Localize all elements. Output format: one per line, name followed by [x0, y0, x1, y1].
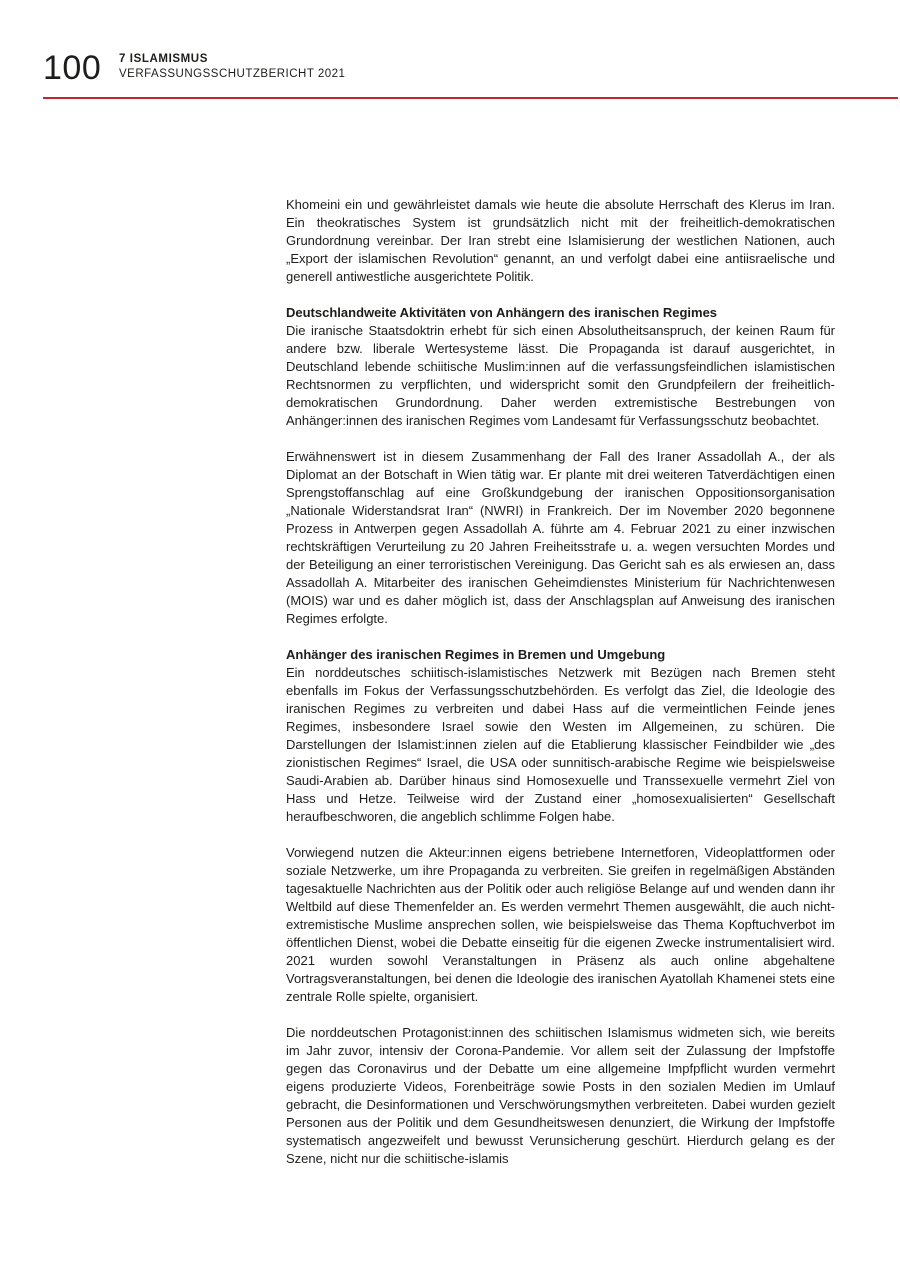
paragraph-propaganda-channels: Vorwiegend nutzen die Akteur:innen eigens betriebene Internetforen, Videoplattformen oder soziale Netzwerke, um ihre Propaganda zu verbreiten. Sie greifen in regelmäßigen Abständen tagesaktuelle Nachrichten aus der Politik oder auch religiöse Belange auf und wenden dann ihr Weltbild auf diese Themenfelder an. Es werden vermehrt Themen ausgewählt, die auch nicht-extremistische Muslime ansprechen sollen, wie beispielsweise das Thema Kopftuchverbot im öffentlichen Dienst, wobei die Debatte einseitig für die eigenen Zwecke instrumentalisiert wird. 2021 wurden sowohl Veranstaltungen in Präsenz als auch online abgehaltene Vortragsveranstaltungen, bei denen die Ideologie des iranischen Ayatollah Khamenei stets eine zentrale Rolle spielte, organisiert. — [286, 845, 835, 1004]
main-content — [286, 196, 835, 1168]
paragraph-gap — [286, 286, 835, 304]
paragraph-gap — [286, 1006, 835, 1024]
page-header — [43, 48, 898, 98]
paragraph-assadollah-case: Erwähnenswert ist in diesem Zusammenhang der Fall des Iraner Assadollah A., der als Diplomat an der Botschaft in Wien tätig war. Er plante mit drei weiteren Tatverdächtigen einen Sprengstoffanschlag auf eine Großkundgebung der iranischen Oppositionsorganisation „Nationale Widerstandsrat Iran“ (NWRI) in Frankreich. Der im November 2020 begonnene Prozess in Antwerpen gegen Assadollah A. führte am 4. Februar 2021 zu einer inzwischen rechtskräftigen Verurteilung zu 20 Jahren Freiheitsstrafe u. a. wegen versuchten Mordes und der Beteiligung an einer terroristischen Vereinigung. Das Gericht sah es als erwiesen an, dass Assadollah A. Mitarbeiter des iranischen Geheimdienstes Ministerium für Nachrichtenwesen (MOIS) war und es daher möglich ist, dass der Anschlagsplan auf Anweisung des iranischen Regimes erfolgte. — [286, 449, 835, 626]
paragraph-state-doctrine: Die iranische Staatsdoktrin erhebt für sich einen Absolutheitsanspruch, der keinen Raum für andere bzw. liberale Wertesysteme lässt. Die Propaganda ist darauf ausgerichtet, in Deutschland lebende schiitische Muslim:innen auf die verfassungsfeindlichen islamistischen Rechtsnormen zu verpflichten, und widerspricht somit den Grundpfeilern der freiheitlich-demokratischen Grundordnung. Daher werden extremistische Bestrebungen von Anhänger:innen des iranischen Regimes vom Landesamt für Verfassungsschutz beobachtet. — [286, 323, 835, 428]
page-number: 100 — [43, 49, 102, 87]
paragraph-gap — [286, 628, 835, 646]
paragraph-north-german-network: Ein norddeutsches schiitisch-islamistisches Netzwerk mit Bezügen nach Bremen steht ebenfalls im Fokus der Verfassungsschutzbehörden. Es verfolgt das Ziel, die Ideologie des iranischen Regimes zu verbreiten und dabei Hass auf die vermeintlichen Feinde jenes Regimes, insbesondere Israel sowie den Westen im Allgemeinen, zu schüren. Die Darstellungen der Islamist:innen zielen auf die Etablierung klassischer Feindbilder wie „des zionistischen Regimes“ Israel, die USA oder sunnitisch-arabische Regime wie beispielsweise Saudi-Arabien ab. Darüber hinaus sind Homosexuelle und Transsexuelle vermehrt Ziel von Hass und Hetze. Teilweise wird der Zustand einer „homosexualisierten“ Gesellschaft heraufbeschworen, die angeblich schlimme Folgen habe. — [286, 665, 835, 824]
paragraph-gap — [286, 430, 835, 448]
header-rule — [43, 97, 898, 99]
paragraph-khomeini: Khomeini ein und gewährleistet damals wie heute die absolute Herrschaft des Klerus im Iran. Ein theokratisches System ist grundsätzlich nicht mit der freiheitlich-demokratischen Grundordnung vereinbar. Der Iran strebt eine Islamisierung der westlichen Nationen, auch „Export der islamischen Revolution“ genannt, an und verfolgt dabei eine antiisraelische und generell antiwestliche ausgerichtete Politik. — [286, 197, 835, 284]
chapter-title: 7 ISLAMISMUS — [119, 53, 208, 65]
paragraph-gap — [286, 826, 835, 844]
heading-germany-activities: Deutschlandweite Aktivitäten von Anhängern des iranischen Regimes — [286, 305, 718, 320]
heading-bremen-supporters: Anhänger des iranischen Regimes in Bremen und Umgebung — [286, 647, 666, 662]
report-title: VERFASSUNGSSCHUTZBERICHT 2021 — [119, 68, 346, 80]
paragraph-corona-pandemic: Die norddeutschen Protagonist:innen des schiitischen Islamismus widmeten sich, wie bereits im Jahr zuvor, intensiv der Corona-Pandemie. Vor allem seit der Zulassung der Impfstoffe gegen das Coronavirus und der Debatte um eine allgemeine Impfpflicht wurden vermehrt eigens produzierte Videos, Forenbeiträge sowie Posts in den sozialen Medien im Umlauf gebracht, die Desinformationen und Verschwörungsmythen verbreiteten. Dabei wurden gezielt Personen aus der Politik und dem Gesundheitswesen denunziert, die Wirkung der Impfstoffe systematisch angezweifelt und bewusst Verunsicherung geschürt. Hierdurch gelang es der Szene, nicht nur die schiitische-islamis — [286, 1025, 835, 1166]
